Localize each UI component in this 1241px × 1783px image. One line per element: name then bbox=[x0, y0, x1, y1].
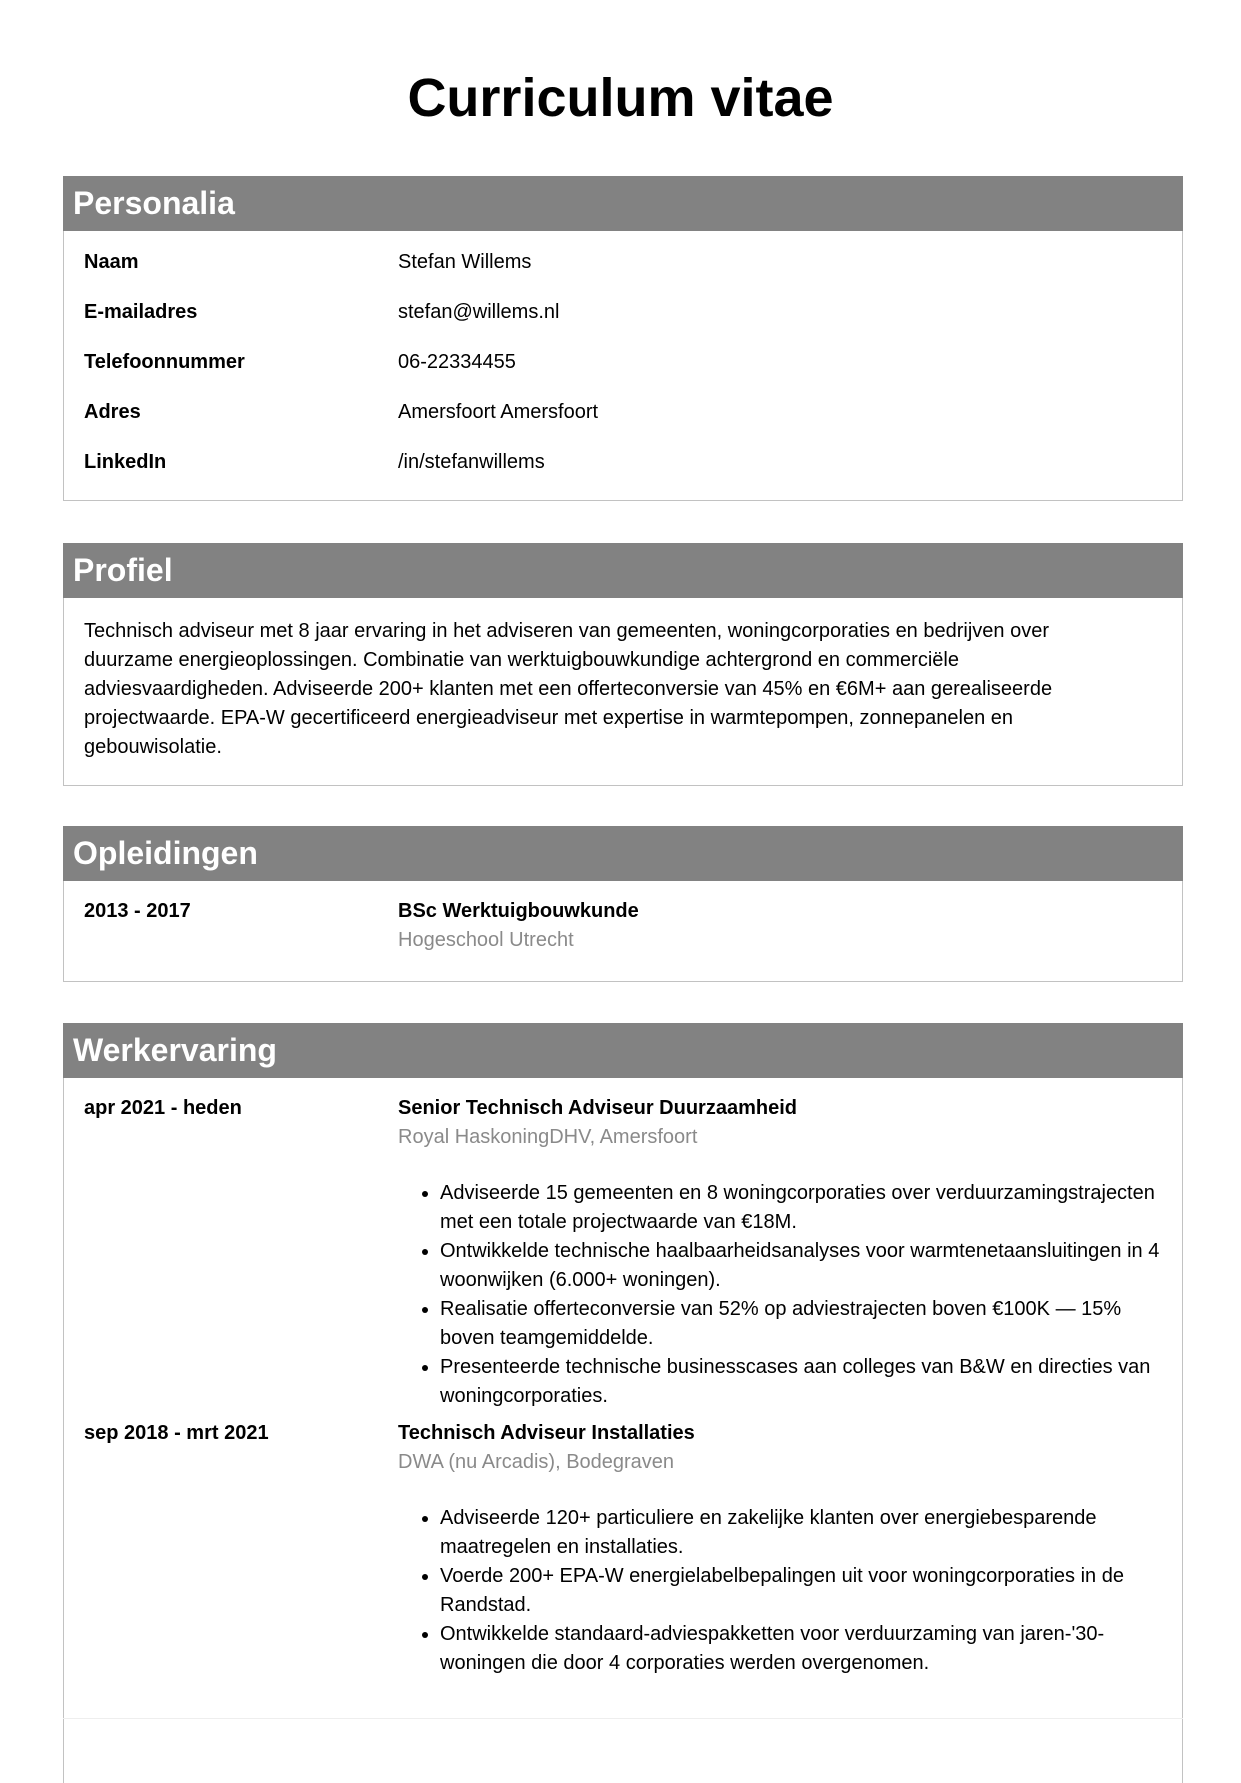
personal-row-linkedin bbox=[84, 447, 1162, 497]
opleidingen-section bbox=[63, 826, 1183, 982]
education-period: 2013 - 2017 bbox=[84, 900, 191, 922]
education-institution: Hogeschool Utrecht bbox=[398, 929, 574, 951]
personal-label: Adres bbox=[84, 401, 141, 423]
personal-label: Naam bbox=[84, 251, 139, 273]
personal-row-phone bbox=[84, 347, 1162, 397]
work-bullets bbox=[398, 1504, 1162, 1678]
list-item: • Presenteerde technische businesscases aan colleges van B&W en directies van woningcorporaties. bbox=[440, 1353, 1162, 1411]
work-entry bbox=[84, 1419, 1162, 1678]
profile-summary: Technisch adviseur met 8 jaar ervaring in het adviseren van gemeenten, woningcorporaties en bedrijven over duurzame energieoplossingen. Combinatie van werktuigbouwkundige achtergrond en commerciële adviesvaardigheden. Adviseerde 200+ klanten met een offerteconversie van 45% en €6M+ aan gerealiseerde projectwaarde. EPA-W gecertificeerd energieadviseur met expertise in warmtepompen, zonnepanelen en gebouwisolatie. bbox=[84, 620, 1053, 758]
personalia-section bbox=[63, 176, 1183, 501]
education-entry bbox=[84, 897, 1162, 955]
personal-value: 06-22334455 bbox=[398, 351, 516, 373]
education-title: BSc Werktuigbouwkunde bbox=[398, 900, 639, 922]
personal-row-name bbox=[84, 247, 1162, 297]
page-title: Curriculum vitae bbox=[407, 68, 834, 128]
personal-label: Telefoonnummer bbox=[84, 351, 245, 373]
work-bullets bbox=[398, 1179, 1162, 1411]
work-period: sep 2018 - mrt 2021 bbox=[84, 1422, 269, 1444]
list-item: • Adviseerde 15 gemeenten en 8 woningcorporaties over verduurzamingstrajecten met een totale projectwaarde van €18M. bbox=[440, 1179, 1162, 1237]
work-company: Royal HaskoningDHV, Amersfoort bbox=[398, 1126, 698, 1148]
work-period: apr 2021 - heden bbox=[84, 1097, 242, 1119]
list-item: • Realisatie offerteconversie van 52% op adviestrajecten boven €100K — 15% boven teamgemiddelde. bbox=[440, 1295, 1162, 1353]
personal-value: stefan@willems.nl bbox=[398, 301, 560, 323]
list-item: • Ontwikkelde standaard-adviespakketten voor verduurzaming van jaren-'30-woningen die door 4 corporaties werden overgenomen. bbox=[440, 1620, 1162, 1678]
profiel-section bbox=[63, 543, 1183, 786]
personal-label: E-mailadres bbox=[84, 301, 198, 323]
opleidingen-heading: Opleidingen bbox=[63, 826, 1183, 881]
personal-row-address bbox=[84, 397, 1162, 447]
list-item: • Ontwikkelde technische haalbaarheidsanalyses voor warmtenetaansluitingen in 4 woonwijken (6.000+ woningen). bbox=[440, 1237, 1162, 1295]
work-title: Technisch Adviseur Installaties bbox=[398, 1422, 695, 1444]
work-entry bbox=[84, 1094, 1162, 1411]
personal-value: /in/stefanwillems bbox=[398, 451, 545, 473]
work-company: DWA (nu Arcadis), Bodegraven bbox=[398, 1451, 675, 1473]
personal-row-email bbox=[84, 297, 1162, 347]
werkervaring-heading: Werkervaring bbox=[63, 1023, 1183, 1078]
profiel-heading: Profiel bbox=[63, 543, 1183, 598]
list-item: • Adviseerde 120+ particuliere en zakelijke klanten over energiebesparende maatregelen en installaties. bbox=[440, 1504, 1162, 1562]
werkervaring-section bbox=[63, 1023, 1183, 1783]
work-title: Senior Technisch Adviseur Duurzaamheid bbox=[398, 1097, 797, 1119]
personalia-heading: Personalia bbox=[63, 176, 1183, 231]
list-item: • Voerde 200+ EPA-W energielabelbepalingen uit voor woningcorporaties in de Randstad. bbox=[440, 1562, 1162, 1620]
page-bottom-divider bbox=[63, 1718, 1183, 1719]
personal-label: LinkedIn bbox=[84, 451, 167, 473]
personal-value: Stefan Willems bbox=[398, 251, 532, 273]
personal-value: Amersfoort Amersfoort bbox=[398, 401, 599, 423]
